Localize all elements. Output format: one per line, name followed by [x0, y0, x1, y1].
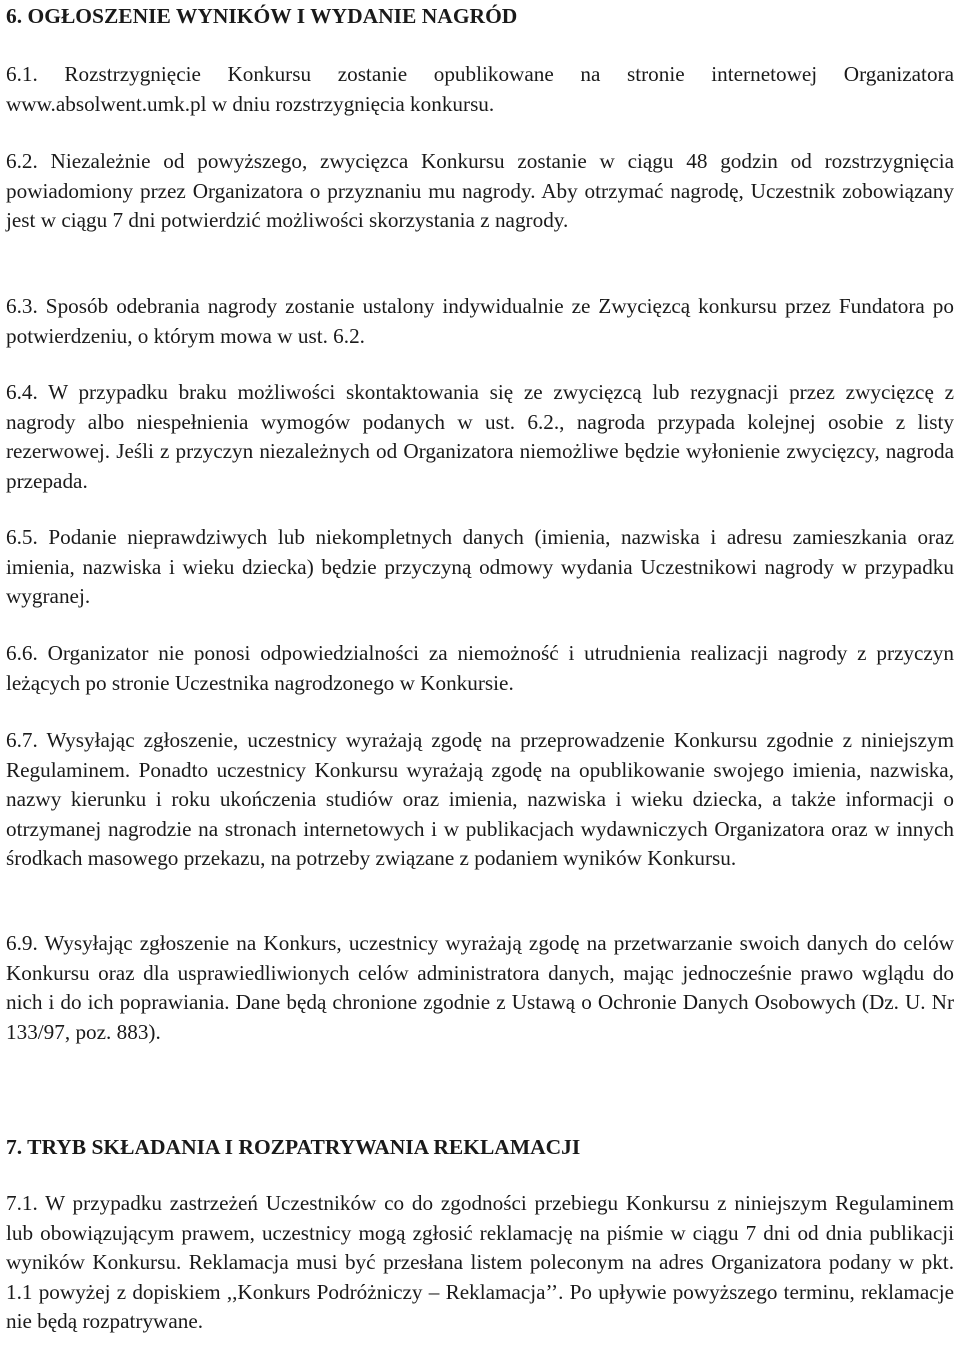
paragraph-6-2: 6.2. Niezależnie od powyższego, zwycięzca Konkursu zostanie w ciągu 48 godzin od rozstrzygnięcia powiadomiony przez Organizatora o przyznaniu mu nagrody. Aby otrzymać nagrodę, Uczestnik zobowiązany jest w ciągu 7 dni potwierdzić możliwości skorzystania z nagrody. — [6, 149, 954, 232]
paragraph-6-6: 6.6. Organizator nie ponosi odpowiedzialności za niemożność i utrudnienia realizacji nagrody z przyczyn leżących po stronie Uczestnika nagrodzonego w Konkursie. — [6, 641, 954, 695]
paragraph-7-1: 7.1. W przypadku zastrzeżeń Uczestników co do zgodności przebiegu Konkursu z niniejszym Regulaminem lub obowiązującym prawem, uczestnicy mogą zgłosić reklamację na piśmie w ciągu 7 dni od dnia publikacji wyników Konkursu. Reklamacja musi być przesłana listem poleconym na adres Organizatora podany w pkt. 1.1 powyżej z dopiskiem ,,Konkurs Podróżniczy – Reklamacja’’. Po upływie powyższego terminu, reklamacje nie będą rozpatrywane. — [6, 1191, 954, 1333]
paragraph-6-3: 6.3. Sposób odebrania nagrody zostanie ustalony indywidualnie ze Zwycięzcą konkursu przez Fundatora po potwierdzeniu, o którym mowa w ust. 6.2. — [6, 294, 954, 348]
section-6-heading: 6. OGŁOSZENIE WYNIKÓW I WYDANIE NAGRÓD — [6, 4, 518, 28]
paragraph-6-9: 6.9. Wysyłając zgłoszenie na Konkurs, uczestnicy wyrażają zgodę na przetwarzanie swoich danych do celów Konkursu oraz dla usprawiedliwionych celów administratora danych, mając jednocześnie prawo wglądu do nich i do ich poprawiania. Dane będą chronione zgodnie z Ustawą o Ochronie Danych Osobowych (Dz. U. Nr 133/97, poz. 883). — [6, 931, 954, 1044]
paragraph-6-7: 6.7. Wysyłając zgłoszenie, uczestnicy wyrażają zgodę na przeprowadzenie Konkursu zgodnie z niniejszym Regulaminem. Ponadto uczestnicy Konkursu wyrażają zgodę na opublikowanie swojego imienia, nazwiska, nazwy kierunku i roku ukończenia studiów oraz imienia, nazwiska i wieku dziecka, a także informacji o otrzymanej nagrodzie na stronach internetowych i w publikacjach wydawniczych Organizatora oraz w innych środkach masowego przekazu, na potrzeby związane z podaniem wyników Konkursu. — [6, 728, 954, 870]
section-7-heading: 7. TRYB SKŁADANIA I ROZPATRYWANIA REKLAMACJI — [6, 1135, 581, 1159]
paragraph-6-1: 6.1. Rozstrzygnięcie Konkursu zostanie opublikowane na stronie internetowej Organizatora www.absolwent.umk.pl w dniu rozstrzygnięcia konkursu. — [6, 62, 954, 116]
paragraph-6-5: 6.5. Podanie nieprawdziwych lub niekompletnych danych (imienia, nazwiska i adresu zamieszkania oraz imienia, nazwiska i wieku dziecka) będzie przyczyną odmowy wydania Uczestnikowi nagrody w przypadku wygranej. — [6, 525, 954, 608]
paragraph-6-4: 6.4. W przypadku braku możliwości skontaktowania się ze zwycięzcą lub rezygnacji przez zwycięzcę z nagrody albo niespełnienia wymogów podanych w ust. 6.2., nagroda przypada kolejnej osobie z listy rezerwowej. Jeśli z przyczyn niezależnych od Organizatora niemożliwe będzie wyłonienie zwycięzcy, nagroda przepada. — [6, 380, 954, 493]
